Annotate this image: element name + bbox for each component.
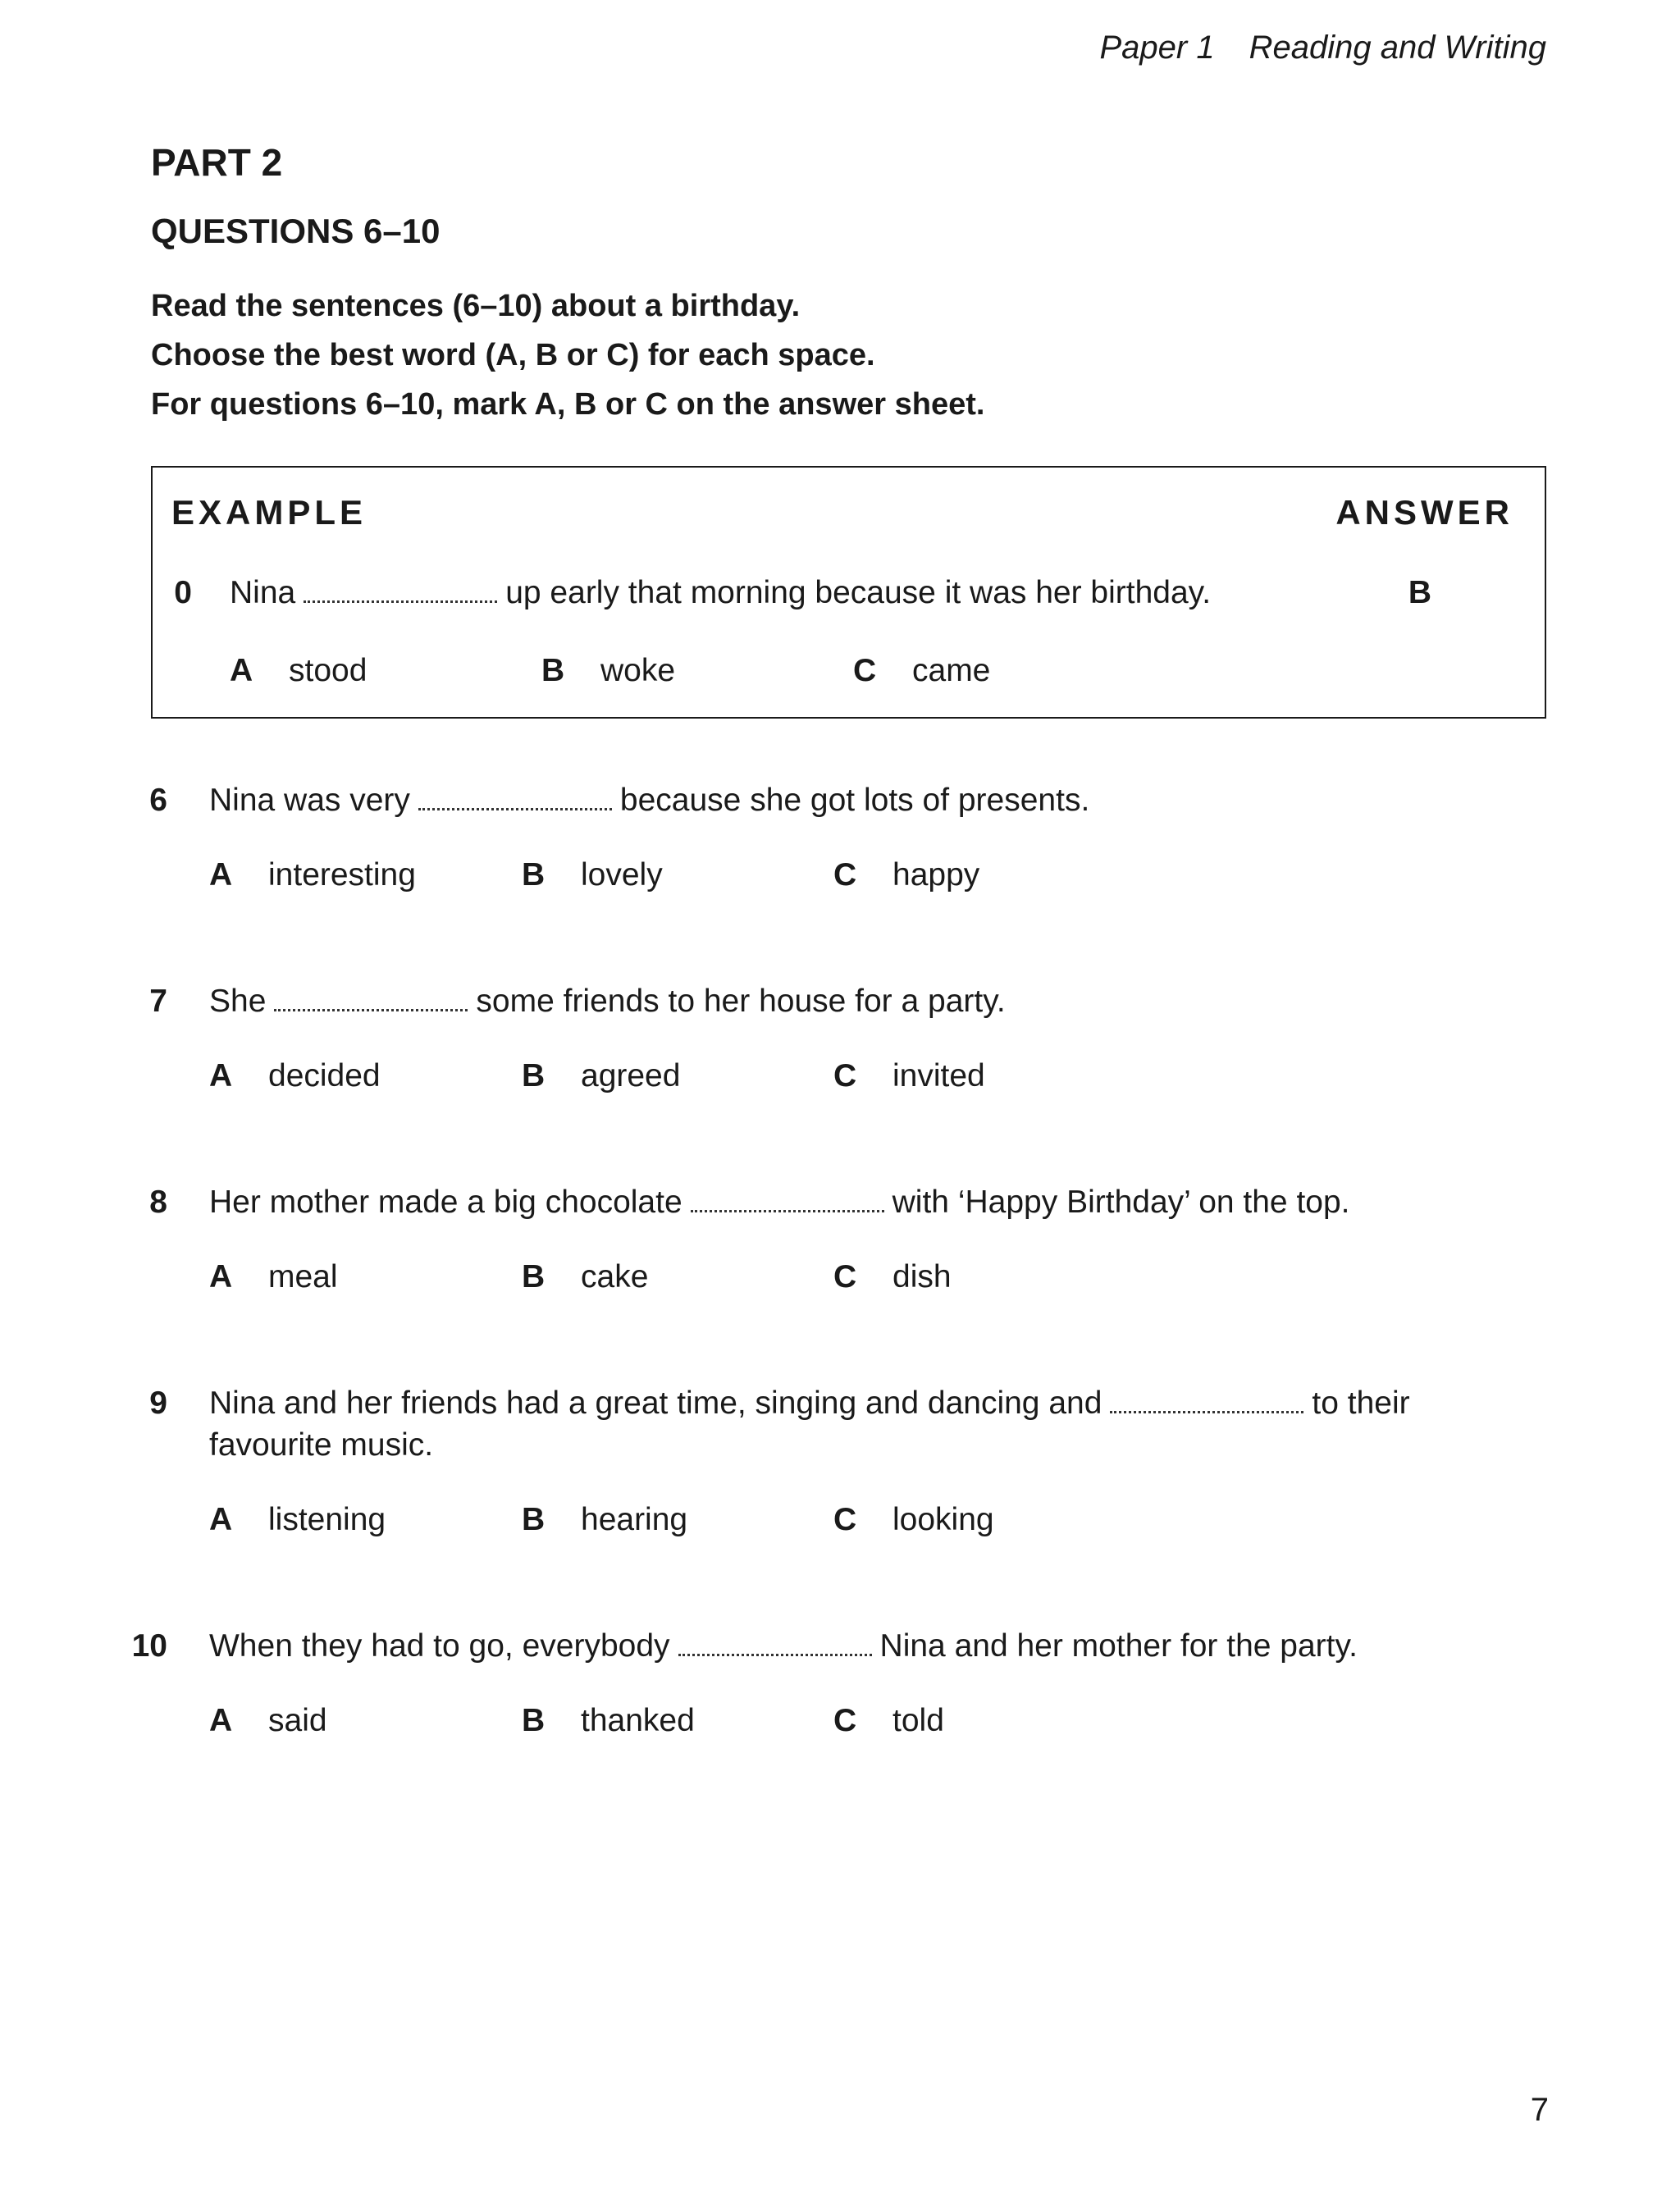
option-word: meal [268, 1259, 338, 1294]
option-b[interactable] [522, 1701, 695, 1741]
option-a[interactable] [209, 1701, 327, 1741]
sentence-before: Nina and her friends had a great time, singing and dancing and [209, 1386, 1102, 1421]
answer-blank [274, 1006, 468, 1011]
answer-blank [304, 597, 497, 603]
answer-blank [418, 805, 612, 810]
option-c[interactable] [833, 1258, 952, 1297]
option-letter: C [833, 1259, 857, 1294]
sentence-before: When they had to go, everybody [209, 1628, 670, 1664]
sentence-after: with ‘Happy Birthday’ on the top. [892, 1185, 1350, 1220]
option-a[interactable] [209, 1258, 338, 1297]
option-word: invited [892, 1058, 985, 1093]
option-word: cake [581, 1259, 649, 1294]
option-word: woke [600, 653, 676, 688]
example-answer: B [1408, 575, 1431, 610]
option-letter: B [522, 1058, 546, 1093]
option-word: happy [892, 857, 980, 892]
section-label: Reading and Writing [1249, 30, 1546, 66]
option-c[interactable] [833, 1057, 985, 1096]
option-word: decided [268, 1058, 381, 1093]
paper-label: Paper 1 [1099, 30, 1215, 66]
example-sentence [230, 573, 1211, 613]
option-letter: B [522, 857, 546, 892]
question-number: 10 [131, 1628, 167, 1664]
option-letter: B [522, 1703, 546, 1738]
option-word: stood [289, 653, 368, 688]
part-title: PART 2 [151, 141, 283, 184]
sentence-after: to their [1312, 1386, 1410, 1421]
option-a[interactable] [209, 1500, 386, 1540]
option-word: told [892, 1703, 944, 1738]
sentence-after: some friends to her house for a party. [476, 984, 1006, 1019]
option-letter: A [209, 1259, 233, 1294]
option-letter: C [833, 857, 857, 892]
page-number: 7 [1530, 2092, 1549, 2128]
question-number: 6 [149, 783, 167, 818]
option-word: came [912, 653, 991, 688]
option-letter: A [209, 857, 233, 892]
option-letter: B [522, 1502, 546, 1537]
answer-blank [678, 1650, 872, 1656]
option-word: interesting [268, 857, 416, 892]
option-letter: A [209, 1703, 233, 1738]
option-c[interactable] [833, 856, 979, 895]
question-number: 9 [149, 1386, 167, 1421]
instruction-line: Read the sentences (6–10) about a birthday. [151, 289, 801, 323]
option-a [230, 651, 367, 691]
option-letter: C [833, 1703, 857, 1738]
question-sentence-continuation: favourite music. [209, 1427, 434, 1463]
sentence-after: up early that morning because it was her birthday. [505, 575, 1212, 610]
option-letter: A [230, 653, 253, 688]
question-sentence [209, 982, 1006, 1021]
option-letter: C [853, 653, 877, 688]
instruction-line: Choose the best word (A, B or C) for each space. [151, 338, 875, 372]
option-b[interactable] [522, 1057, 680, 1096]
answer-blank [1110, 1408, 1303, 1413]
sentence-after: Nina and her mother for the party. [879, 1628, 1358, 1664]
sentence-before: Her mother made a big chocolate [209, 1185, 682, 1220]
question-number: 8 [149, 1185, 167, 1220]
option-word: hearing [581, 1502, 688, 1537]
question-sentence [209, 781, 1089, 820]
option-b[interactable] [522, 1500, 687, 1540]
question-sentence [209, 1627, 1358, 1666]
option-word: dish [892, 1259, 952, 1294]
option-letter: C [833, 1502, 857, 1537]
question-sentence [209, 1384, 1410, 1423]
option-b[interactable] [522, 1258, 648, 1297]
option-letter: B [522, 1259, 546, 1294]
option-a[interactable] [209, 1057, 381, 1096]
option-word: said [268, 1703, 327, 1738]
option-word: listening [268, 1502, 386, 1537]
question-number: 7 [149, 984, 167, 1019]
sentence-after: because she got lots of presents. [619, 783, 1090, 818]
option-letter: A [209, 1058, 233, 1093]
question-sentence [209, 1183, 1350, 1222]
option-c[interactable] [833, 1500, 994, 1540]
sentence-before: Nina was very [209, 783, 410, 818]
option-word: lovely [581, 857, 663, 892]
option-word: agreed [581, 1058, 681, 1093]
example-number: 0 [174, 575, 192, 610]
example-label: EXAMPLE [171, 493, 368, 532]
answer-blank [691, 1207, 884, 1212]
option-word: thanked [581, 1703, 695, 1738]
sentence-before: She [209, 984, 267, 1019]
instruction-line: For questions 6–10, mark A, B or C on the answer sheet. [151, 387, 985, 422]
questions-title: QUESTIONS 6–10 [151, 212, 441, 250]
option-a[interactable] [209, 856, 416, 895]
option-c [853, 651, 990, 691]
option-letter: B [541, 653, 565, 688]
option-c[interactable] [833, 1701, 944, 1741]
option-word: looking [892, 1502, 994, 1537]
option-letter: C [833, 1058, 857, 1093]
answer-label: ANSWER [1335, 493, 1513, 532]
option-letter: A [209, 1502, 233, 1537]
option-b[interactable] [522, 856, 663, 895]
sentence-before: Nina [230, 575, 296, 610]
page-header [1099, 28, 1546, 67]
option-b [541, 651, 675, 691]
